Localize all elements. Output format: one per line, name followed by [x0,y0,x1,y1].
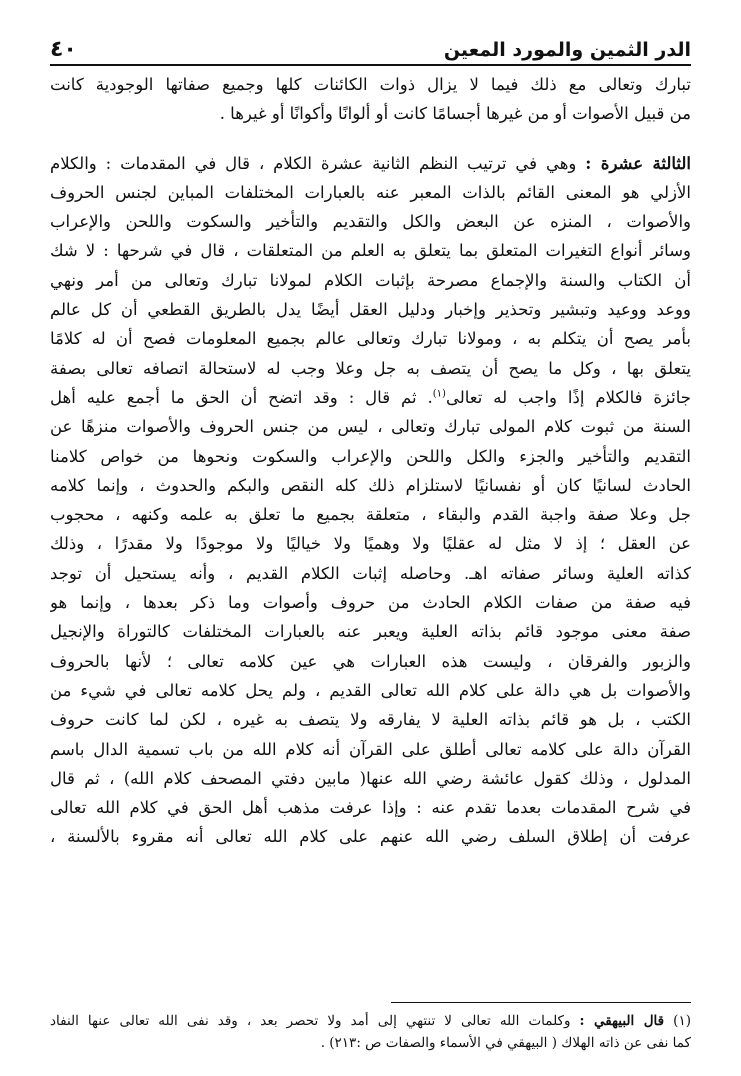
text-line: التقديم والتأخير والجزء والكل واللحن والإعراب والسكوت ونحوها من خواص كلامنا [50,446,691,466]
page-header [50,30,691,66]
footnote-number: (١) [673,1013,691,1029]
section-lead: الثالثة عشرة : [585,153,691,173]
running-title: الدر الثمين والمورد المعين [443,39,691,61]
text-line: الكتب ، بل هو قائم بذاته العلية لا يفارقه ولا يتصف به غيره ، لكن لما كانت حروف [50,710,691,730]
footnote-text: وكلمات الله تعالى لا تنتهي إلى أمد ولا تحصر بعد ، وقد نفى الله تعالى عنها النفاد [50,1013,580,1029]
footnote [50,1010,691,1054]
text-line: السنة من ثبوت كلام المولى تبارك وتعالى ، ليس من جنس الحروف والأصوات منزهًا عن [50,417,691,437]
paragraph-1 [50,70,691,129]
text-line: المدلول ، وذلك كقول عائشة رضي الله عنها( مابين دفتي المصحف كلام الله) ، ثم قال [50,768,691,788]
text-line [50,149,691,178]
footnote-line [50,1010,691,1032]
text-line: في شرح المقدمات بعدما تقدم عنه : وإذا عرفت مذهب أهل الحق في كلام الله تعالى [50,798,691,818]
text-line: كذاته العلية وسائر صفاته اهـ. وحاصله إثبات الكلام القديم ، وأنه يستحيل أن توجد [50,563,691,583]
text-line: أن الكتاب والسنة والإجماع مصرحة بإثبات الكلام لمولانا تبارك وتعالى من أمر ونهي [50,270,691,290]
paragraph-2 [50,149,691,852]
text-run: وهي في ترتيب النظم الثانية عشرة الكلام ، قال في المقدمات : والكلام [50,153,586,173]
text-line [50,383,691,412]
text-line: يتعلق بها ، وكل ما يصح أن يتصف به جل وعلا وجب له لاستحالة اتصافه تعالى بصفة [50,358,691,378]
text-line: الحادث لسانيًا كان أو نفسانيًا لاستلزام ذلك كله النقص والبكم والحدوث ، وإنما كلامه [50,475,691,495]
text-run: جائزة فالكلام إذًا واجب له تعالى [445,387,691,407]
text-line: القرآن دالة على كلامه تعالى أطلق على القرآن أنه كلام الله من باب تسمية الدال باسم [50,739,691,759]
footnote-divider [391,1002,691,1003]
main-text [50,70,691,852]
text-line: الأزلي هو المعنى القائم بالذات المعبر عنه بالعبارات المختلفات المباين لجنس الحروف [50,182,691,202]
text-line: وسائر أنواع التغيرات المتعلق بما يتعلق به العلم من المتعلقات ، قال في شرحها : لا شك [50,241,691,261]
text-line: عرفت أن إطلاق السلف رضي الله عنهم على كلام الله تعالى أنه مقروء بالألسنة ، [50,827,691,847]
text-line: من قبيل الأصوات أو من غيرها أجسامًا كانت أو ألوانًا وأكوانًا أو غيرها . [219,104,691,124]
page-number: ٤٠ [50,37,77,62]
text-line: جل وعلا صفة واجبة القدم والبقاء ، متعلقة بجميع ما تعلق به علمه وكنهه ، محجوب [50,505,691,525]
text-line: تبارك وتعالى مع ذلك فيما لا يزال ذوات الكائنات كلها وجميع صفاتها الوجودية كانت [50,75,691,94]
footnote-reference[interactable]: (١) [432,388,446,400]
text-line: صفة معنى موجود قائم بذاته العلية ويعبر عنه بالعبارات المختلفات كالتوراة والإنجيل [50,622,691,642]
text-line: والزبور والفرقان ، وليست هذه العبارات هي عين كلامه تعالى ؛ لأنها بالحروف [50,651,691,671]
footnote-source: قال البيهقي : [579,1013,665,1029]
text-line: ووعد ووعيد وتبشير وتحذير وإخبار ودليل العقل أيضًا يدل بالطريق القطعي أن كل عالم [50,300,691,320]
text-line: عن العقل ؛ إذ لا مثل له عقليًا ولا وهميًا ولا خياليًا ولا موجودًا ولا مقدرًا ، وذلك [50,534,691,554]
text-line: والأصوات ، المنزه عن البعض والكل والتقديم والتأخير والسكوت واللحن والإعراب [50,212,691,232]
text-line: والأصوات بل هي دالة على كلام الله تعالى القديم ، ولم يحل كلامه تعالى في شيء من [50,680,691,700]
footnote-line: كما نفى عن ذاته الهلاك ( البيهقي في الأسماء والصفات ص :٢١٣) . [320,1035,691,1051]
text-line: بأمر يصح أن يتكلم به ، ومولانا تبارك وتعالى عالم بجميع المعلومات فصح أن له كلامًا [50,329,691,349]
text-line: فيه صفة من صفات الكلام الحادث من حروف وأصوات وما ذكر بعدها ، وإنما هو [50,593,691,613]
text-run: . ثم قال : وقد اتضح أن الحق ما أجمع عليه أهل [50,387,433,407]
